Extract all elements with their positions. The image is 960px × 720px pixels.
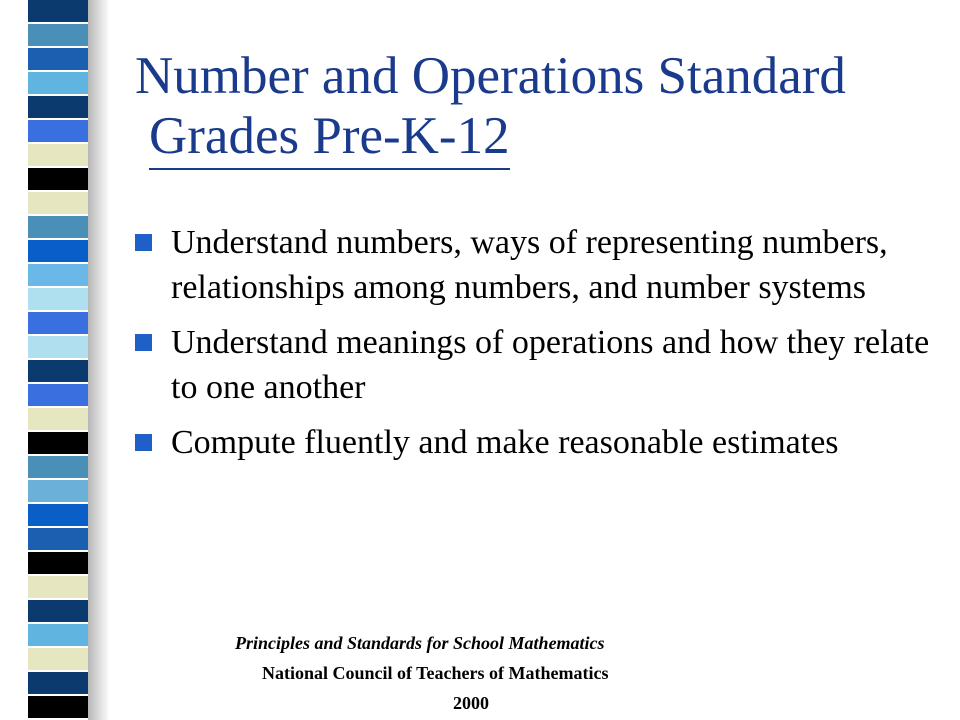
- stripe-segment: [28, 0, 88, 24]
- stripe-segment: [28, 384, 88, 408]
- citation-organization: National Council of Teachers of Mathematics: [262, 663, 609, 683]
- stripe-segment: [28, 336, 88, 360]
- stripe-segment: [28, 480, 88, 504]
- stripe-segment: [28, 408, 88, 432]
- stripe-segment: [28, 120, 88, 144]
- stripe-segment: [28, 312, 88, 336]
- citation-publication: Principles and Standards for School Mathematics: [235, 633, 605, 653]
- bullet-text: Understand numbers, ways of representing numbers, relationships among numbers, and number systems: [171, 224, 888, 306]
- stripe-segment: [28, 456, 88, 480]
- stripe-segment: [28, 216, 88, 240]
- stripe-segment: [28, 504, 88, 528]
- stripe-segment: [28, 144, 88, 168]
- stripe-segment: [28, 696, 88, 720]
- slide-title: [135, 46, 846, 170]
- stripe-segment: [28, 360, 88, 384]
- decorative-stripe-bar: [28, 0, 88, 720]
- stripe-segment: [28, 24, 88, 48]
- stripe-segment: [28, 528, 88, 552]
- square-bullet-icon: [135, 334, 152, 351]
- stripe-segment: [28, 552, 88, 576]
- stripe-segment: [28, 624, 88, 648]
- stripe-segment: [28, 240, 88, 264]
- stripe-segment: [28, 96, 88, 120]
- title-line-2: Grades Pre-K-12: [149, 106, 510, 170]
- citation-year: 2000: [453, 693, 489, 713]
- bullet-item: [135, 320, 935, 410]
- stripe-segment: [28, 432, 88, 456]
- stripe-shadow: [88, 0, 110, 720]
- bullet-list: [135, 220, 935, 475]
- stripe-segment: [28, 600, 88, 624]
- square-bullet-icon: [135, 434, 152, 451]
- bullet-item: [135, 420, 935, 465]
- stripe-segment: [28, 288, 88, 312]
- title-line-1: Number and Operations Standard: [135, 47, 846, 105]
- bullet-item: [135, 220, 935, 310]
- stripe-segment: [28, 264, 88, 288]
- stripe-segment: [28, 48, 88, 72]
- stripe-segment: [28, 72, 88, 96]
- stripe-segment: [28, 576, 88, 600]
- stripe-segment: [28, 192, 88, 216]
- square-bullet-icon: [135, 234, 152, 251]
- stripe-segment: [28, 168, 88, 192]
- stripe-segment: [28, 672, 88, 696]
- bullet-text: Understand meanings of operations and how they relate to one another: [171, 324, 930, 406]
- stripe-segment: [28, 648, 88, 672]
- bullet-text: Compute fluently and make reasonable estimates: [171, 424, 839, 461]
